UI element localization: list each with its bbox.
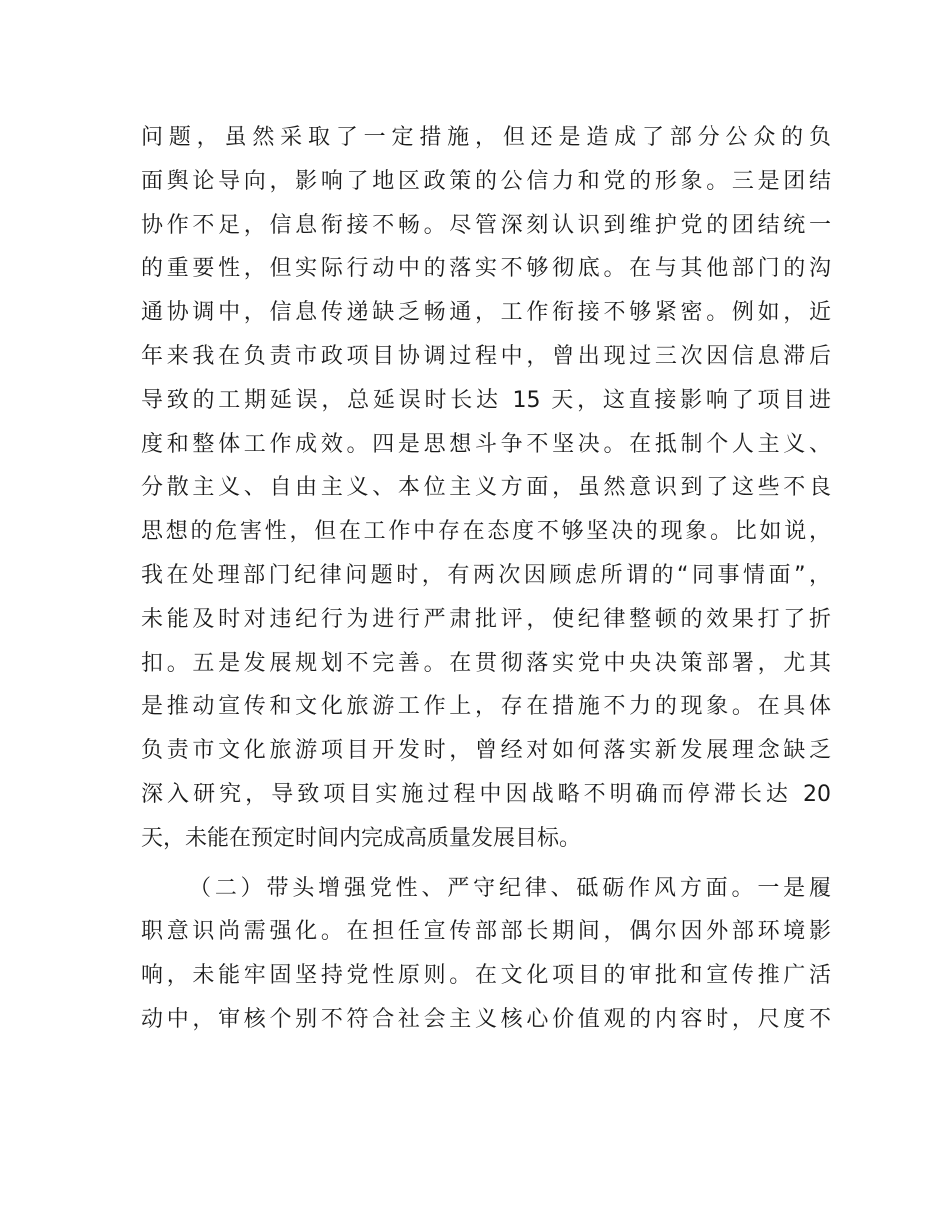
text-line: 面舆论导向，影响了地区政策的公信力和党的形象。三是团结 bbox=[141, 168, 831, 194]
text-line: 思想的危害性，但在工作中存在态度不够坚决的现象。比如说， bbox=[141, 519, 831, 545]
text-line: 职意识尚需强化。在担任宣传部部长期间，偶尔因外部环境影 bbox=[141, 919, 831, 945]
text-line: 天，未能在预定时间内完成高质量发展目标。 bbox=[141, 825, 582, 851]
text-line: 未能及时对违纪行为进行严肃批评，使纪律整顿的效果打了折 bbox=[141, 606, 831, 632]
text-line: 年来我在负责市政项目协调过程中，曾出现过三次因信息滞后 bbox=[141, 343, 831, 369]
text-line: （二）带头增强党性、严守纪律、砥砺作风方面。一是履 bbox=[189, 875, 831, 901]
text-line: 深入研究，导致项目实施过程中因战略不明确而停滞长达 20 bbox=[141, 781, 831, 807]
text-line: 动中，审核个别不符合社会主义核心价值观的内容时，尺度不 bbox=[141, 1006, 831, 1032]
paragraph-1 bbox=[141, 116, 831, 861]
paragraph-2 bbox=[141, 867, 831, 1042]
text-line: 负责市文化旅游项目开发时，曾经对如何落实新发展理念缺乏 bbox=[141, 738, 831, 764]
text-line: 度和整体工作成效。四是思想斗争不坚决。在抵制个人主义、 bbox=[141, 431, 831, 457]
text-line: 通协调中，信息传递缺乏畅通，工作衔接不够紧密。例如，近 bbox=[141, 300, 831, 326]
text-line: 导致的工期延误，总延误时长达 15 天，这直接影响了项目进 bbox=[141, 387, 831, 413]
text-line: 我在处理部门纪律问题时，有两次因顾虑所谓的“同事情面”， bbox=[141, 562, 831, 588]
text-line: 分散主义、自由主义、本位主义方面，虽然意识到了这些不良 bbox=[141, 475, 831, 501]
text-line: 协作不足，信息衔接不畅。尽管深刻认识到维护党的团结统一 bbox=[141, 212, 831, 238]
text-line: 扣。五是发展规划不完善。在贯彻落实党中央决策部署，尤其 bbox=[141, 650, 831, 676]
text-line: 的重要性，但实际行动中的落实不够彻底。在与其他部门的沟 bbox=[141, 256, 831, 282]
text-line: 是推动宣传和文化旅游工作上，存在措施不力的现象。在具体 bbox=[141, 694, 831, 720]
document-body bbox=[141, 116, 831, 1042]
text-line: 问题，虽然采取了一定措施，但还是造成了部分公众的负 bbox=[141, 125, 831, 150]
text-line: 响，未能牢固坚持党性原则。在文化项目的审批和宣传推广活 bbox=[141, 963, 831, 989]
